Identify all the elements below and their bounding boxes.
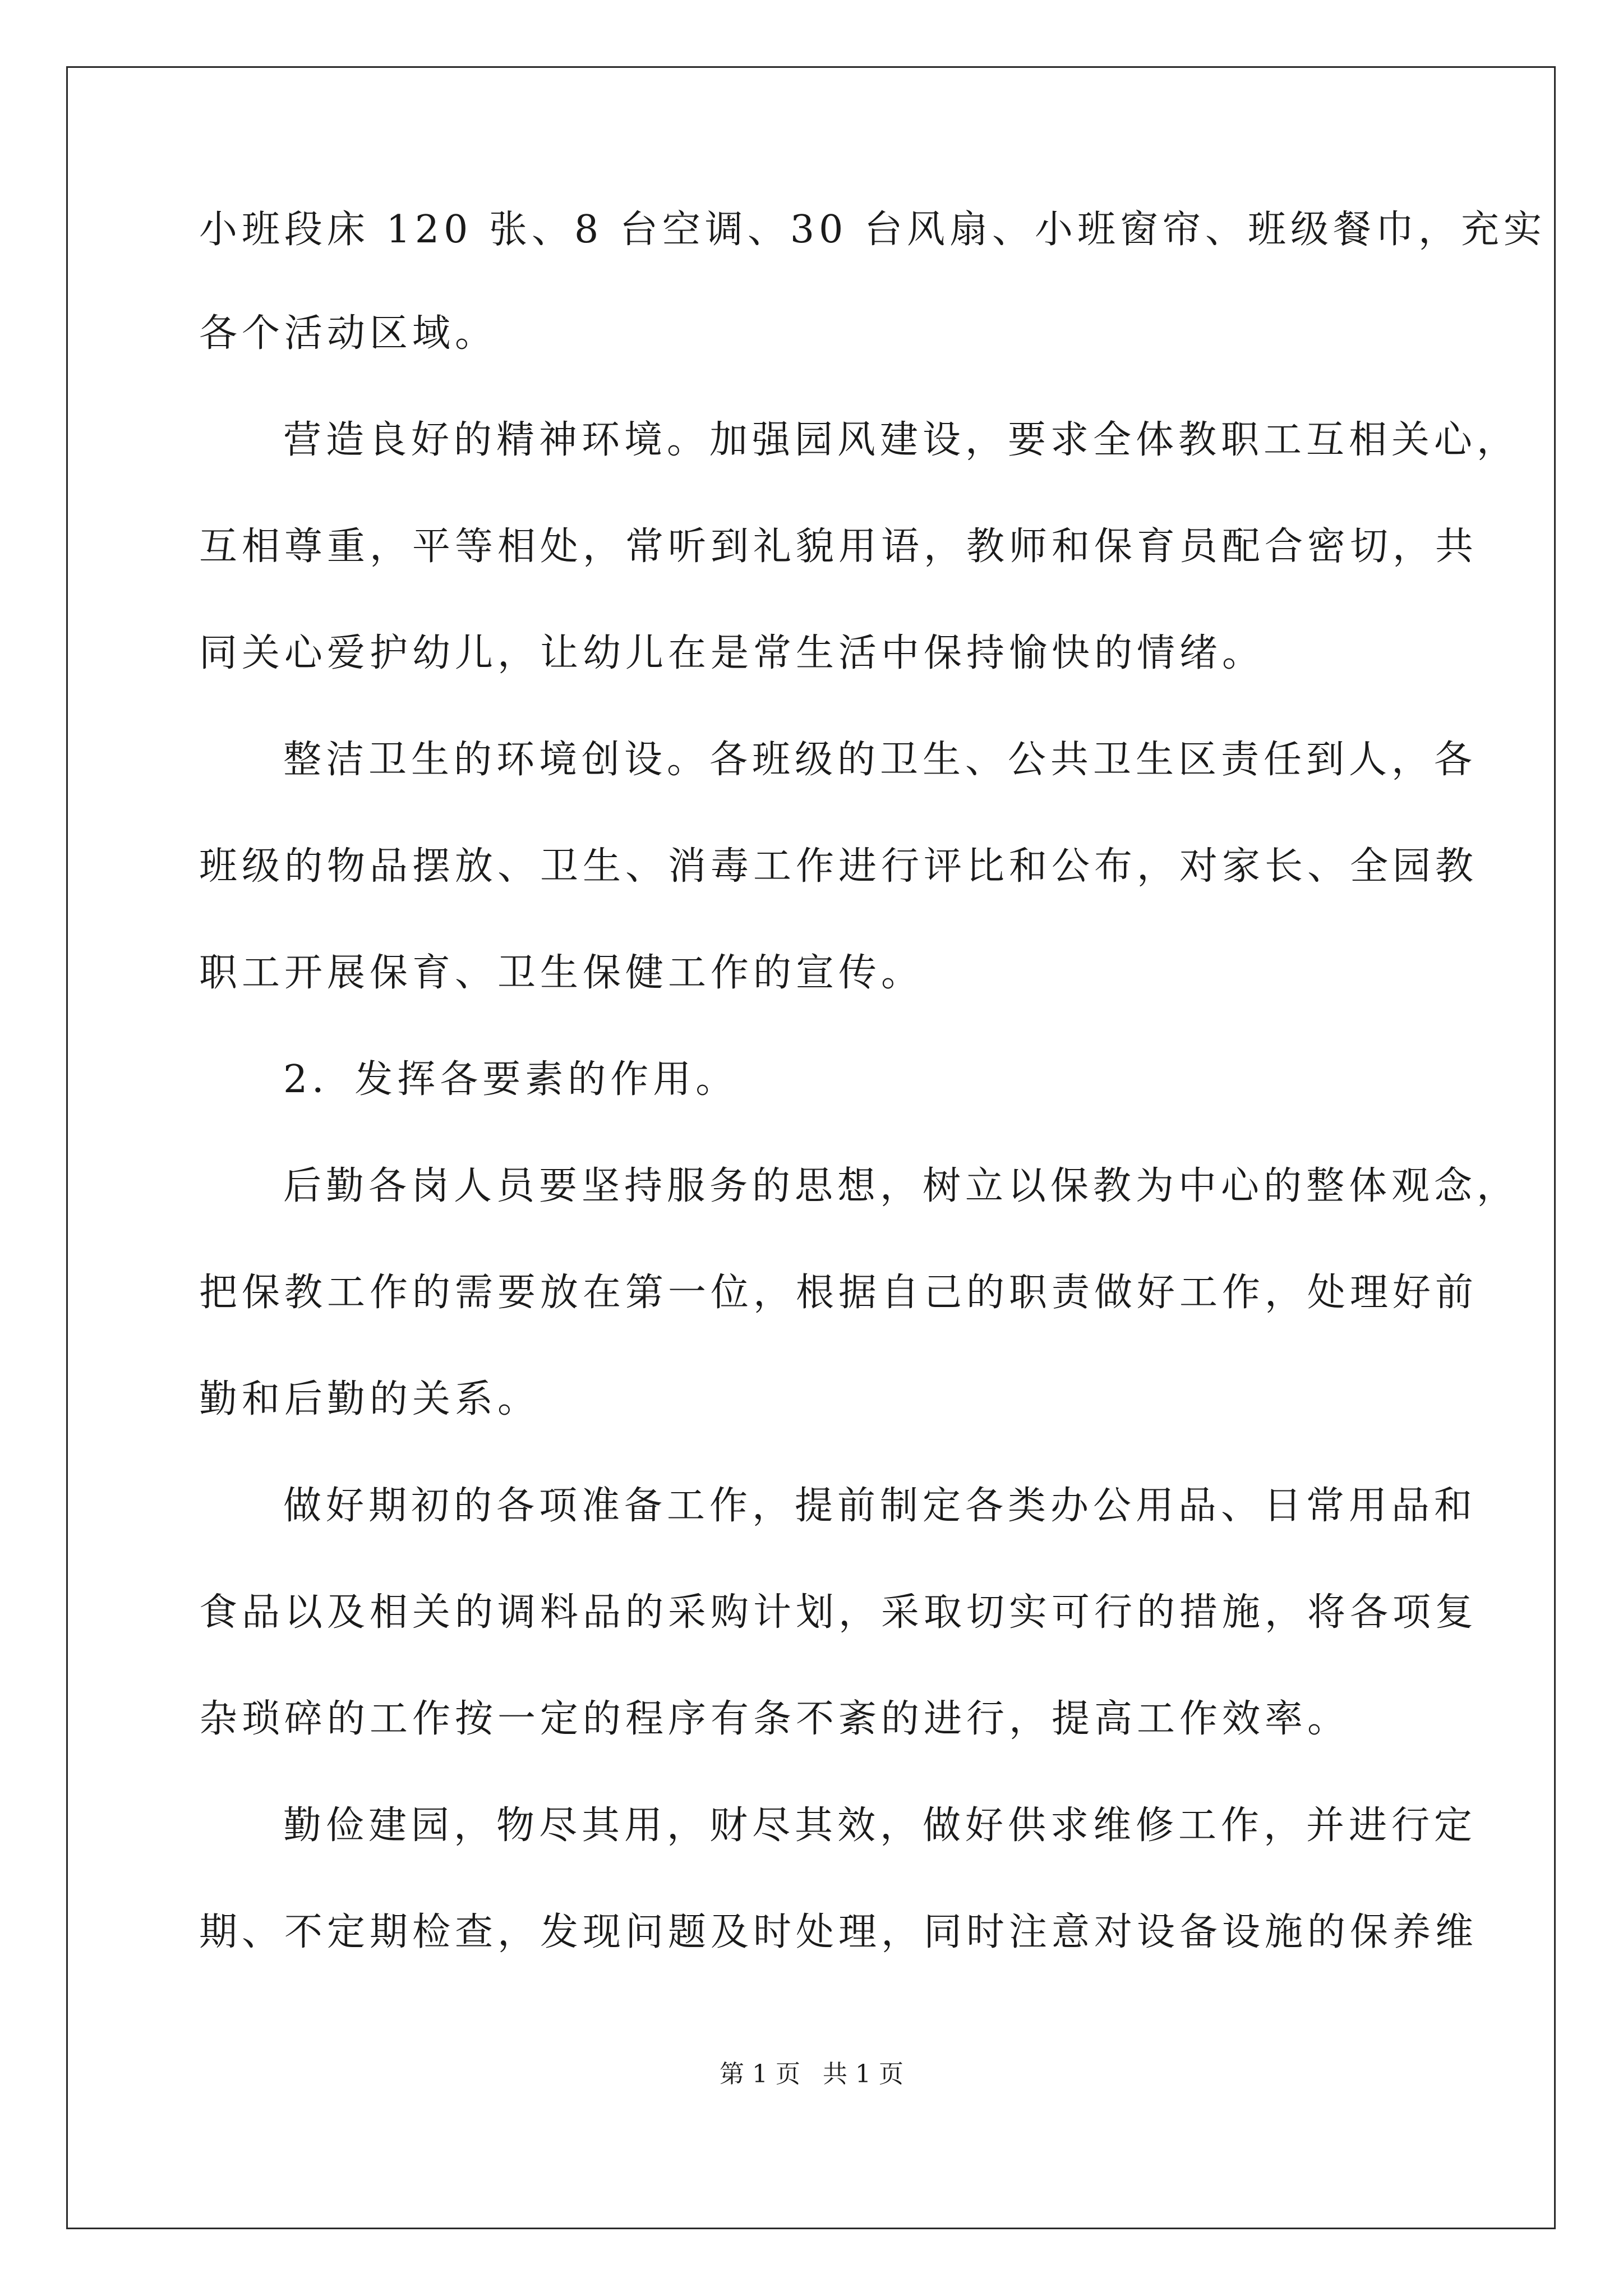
text-line: 食品以及相关的调料品的采购计划，采取切实可行的措施，将各项复: [199, 1590, 1478, 1635]
section-heading: 2．发挥各要素的作用。: [283, 1057, 739, 1102]
paragraph-start-line: 做好期初的各项准备工作，提前制定各类办公用品、日常用品和: [283, 1484, 1477, 1528]
text-line: 杂琐碎的工作按一定的程序有条不紊的进行，提高工作效率。: [199, 1697, 1350, 1741]
text-line: 班级的物品摆放、卫生、消毒工作进行评比和公布，对家长、全园教: [199, 844, 1478, 889]
paragraph-start-line: 营造良好的精神环境。加强园风建设，要求全体教职工互相关心，: [283, 418, 1520, 462]
paragraph-start-line: 后勤各岗人员要坚持服务的思想，树立以保教为中心的整体观念，: [283, 1164, 1520, 1208]
text-line: 互相尊重，平等相处，常听到礼貌用语，教师和保育员配合密切，共: [199, 524, 1478, 569]
page-border: [66, 66, 1556, 2229]
text-line: 期、不定期检查，发现问题及时处理，同时注意对设备设施的保养维: [199, 1910, 1478, 1954]
text-line: 各个活动区域。: [199, 311, 498, 356]
text-line: 把保教工作的需要放在第一位，根据自己的职责做好工作，处理好前: [199, 1271, 1478, 1315]
paragraph-start-line: 整洁卫生的环境创设。各班级的卫生、公共卫生区责任到人，各: [283, 738, 1477, 782]
text-line: 职工开展保育、卫生保健工作的宣传。: [199, 951, 924, 995]
text-line: 小班段床 120 张、8 台空调、30 台风扇、小班窗帘、班级餐巾，充实: [199, 208, 1547, 252]
text-line: 同关心爱护幼儿，让幼儿在是常生活中保持愉快的情绪。: [199, 631, 1265, 675]
paragraph-start-line: 勤俭建园，物尽其用，财尽其效，做好供求维修工作，并进行定: [283, 1803, 1477, 1848]
page-footer: [0, 2058, 1623, 2091]
text-line: 勤和后勤的关系。: [199, 1377, 541, 1421]
page-number: 第 1 页: [720, 2060, 800, 2088]
page-total: 共 1 页: [823, 2060, 903, 2088]
